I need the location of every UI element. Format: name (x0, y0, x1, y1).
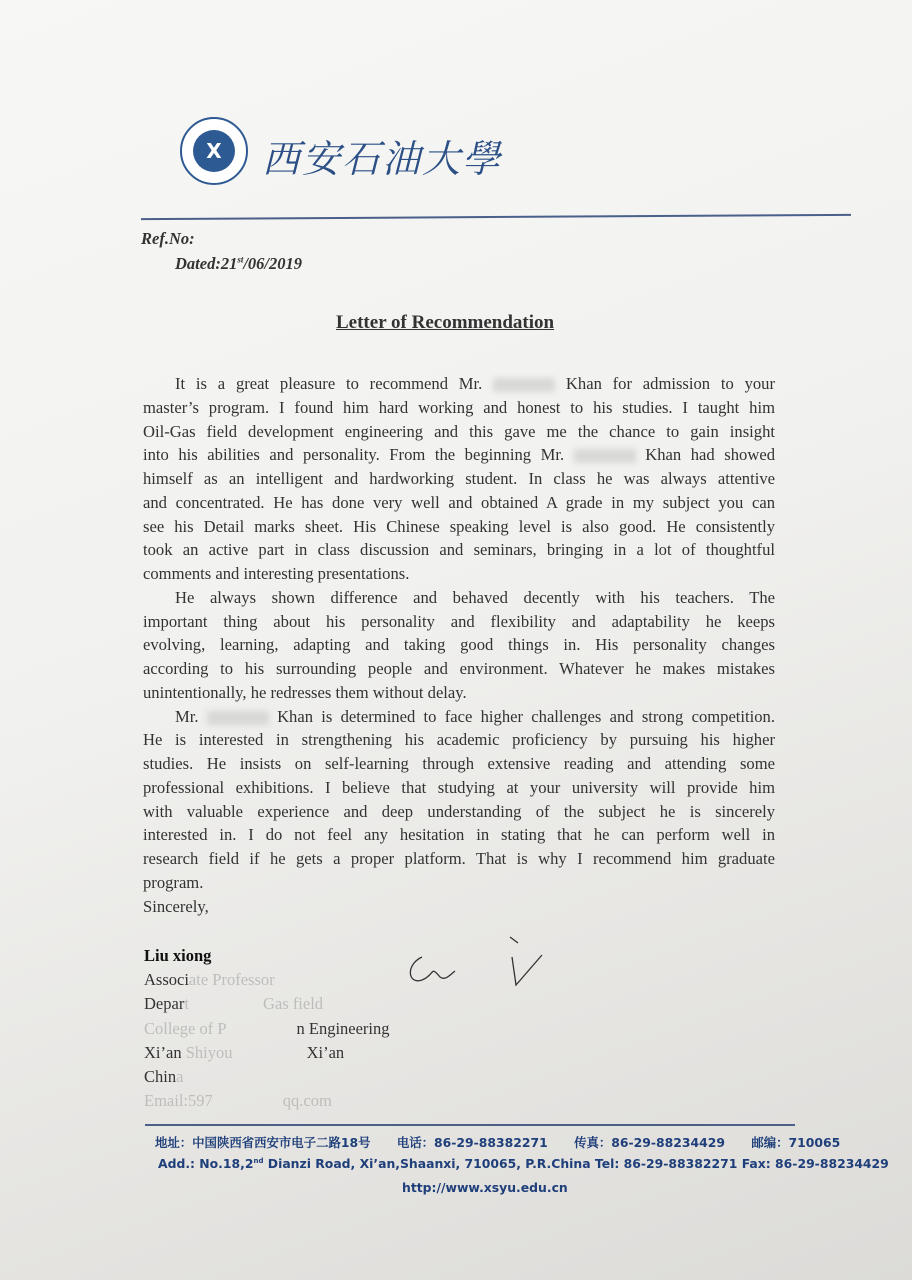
signature-text: Shiyou (185, 1042, 233, 1062)
body-line (143, 586, 775, 610)
body-line (143, 467, 775, 491)
body-line (143, 633, 775, 657)
body-line (143, 776, 775, 800)
body-line (143, 871, 775, 895)
cn-address: 中国陕西省西安市电子二路18号 (192, 1135, 371, 1150)
body-text: comments and interesting presentations. (143, 564, 410, 583)
body-text: research field if he gets a proper platform. That is why I recommend him graduate (143, 849, 775, 868)
body-line (143, 705, 775, 729)
cn-zip-label: 邮编： (751, 1135, 789, 1150)
university-logo (180, 117, 248, 185)
cn-fax: 86-29-88234429 (611, 1135, 725, 1150)
footer-rule (145, 1124, 795, 1126)
signature-block (144, 944, 390, 1113)
university-name: 西安石油大學 (262, 137, 503, 181)
body-line (143, 396, 775, 420)
date-rest: /06/2019 (243, 254, 303, 273)
cn-fax-label: 传真： (574, 1135, 612, 1150)
body-text: He always shown difference and behaved decently with his teachers. The (175, 587, 775, 607)
date-day: Dated:21 (175, 254, 238, 273)
signature-text: a (176, 1067, 184, 1087)
body-line (143, 538, 775, 562)
cn-address-label: 地址： (155, 1135, 193, 1150)
signature-text: Chin (144, 1067, 177, 1087)
signature-text: Gas field (258, 994, 324, 1014)
body-text: Khan for admission to your (555, 374, 776, 393)
body-line (143, 610, 775, 634)
body-text: He is interested in strengthening his academic proficiency by pursuing his higher (143, 730, 775, 750)
body-text: studies. He insists on self-learning through extensive reading and attending some (143, 754, 775, 773)
body-text: according to his surrounding people and environment. Whatever he makes mistakes (143, 659, 775, 678)
signer-name: Liu xiong (144, 946, 212, 965)
cn-tel: 86-29-88382271 (434, 1135, 548, 1150)
signature-text: Xi’an (302, 1042, 345, 1062)
signature-text: qq.com (282, 1091, 332, 1111)
header-rule (141, 214, 851, 220)
body-line (143, 657, 775, 681)
body-text: Khan had showed (635, 445, 775, 465)
body-text: himself as an intelligent and hardworking student. In class he was always attentive (143, 469, 775, 488)
redacted-name (574, 449, 636, 463)
body-line (143, 562, 775, 586)
body-text: It is a great pleasure to recommend Mr. (175, 374, 494, 393)
footer-cn (155, 1133, 840, 1151)
body-text: into his abilities and personality. From the beginning Mr. (143, 445, 574, 465)
signature-text: t (184, 994, 189, 1014)
signature-line (144, 1017, 390, 1041)
signature-text: College o (144, 1018, 208, 1038)
body-line (143, 823, 775, 847)
body-line (143, 372, 775, 396)
cn-tel-label: 电话： (396, 1135, 434, 1150)
ref-no: Ref.No: (141, 229, 195, 248)
body-line (143, 515, 775, 539)
body-text: important thing about his personality and flexibility and adaptability he keeps (143, 611, 775, 631)
signature-line (144, 992, 390, 1016)
body-line (143, 895, 775, 919)
body-text: took an active part in class discussion and seminars, bringing in a lot of thoughtful (143, 540, 775, 560)
en-sup: nd (253, 1156, 264, 1165)
footer-en (158, 1156, 889, 1171)
signature-line (144, 1089, 390, 1113)
body-line (143, 752, 775, 776)
body-text: Mr. (175, 706, 207, 726)
signature-line (144, 1041, 390, 1065)
body-text: professional exhibitions. I believe that studying at your university will provide him (143, 777, 775, 797)
en-address-rest: Dianzi Road, Xi’an,Shaanxi, 710065, P.R.China Tel: 86-29-88382271 Fax: 86-29-88234429 (263, 1156, 889, 1171)
body-text: program. (143, 872, 204, 892)
footer-url[interactable]: http://www.xsyu.edu.cn (402, 1180, 568, 1195)
signature-text: Associ (144, 970, 189, 990)
signature-line (144, 1065, 390, 1089)
body-text: interested in. I do not feel any hesitation in stating that he can perform well in (143, 825, 775, 845)
body-line (143, 847, 775, 871)
body-text: evolving, learning, adapting and taking good things in. His personality changes (143, 635, 775, 655)
body-text: with valuable experience and deep understanding of the subject he is sincerely (143, 801, 775, 821)
body-line (143, 443, 775, 467)
signature-text: f P (207, 1018, 227, 1038)
signature-text: Depar (144, 994, 185, 1014)
body-text: Khan is determined to face higher challenges and strong competition. (268, 706, 775, 726)
redacted-name (207, 711, 269, 725)
body-line (143, 800, 775, 824)
date-suffix: st (237, 254, 244, 265)
body-line (143, 728, 775, 752)
signature-text: Xi’an (144, 1042, 186, 1062)
letter-title: Letter of Recommendation (336, 312, 555, 333)
signature-text: Email:597 (144, 1091, 213, 1111)
letter-body (143, 372, 775, 918)
logo-emblem: X (193, 130, 235, 172)
body-text: Oil-Gas field development engineering and this gave me the chance to gain insight (143, 421, 775, 441)
signature-line (144, 968, 390, 992)
body-text: and concentrated. He has done very well and obtained A grade in my subject you can (143, 492, 775, 512)
body-text: Sincerely, (143, 896, 209, 916)
signature-text: n Engineering (296, 1018, 390, 1038)
date (175, 254, 302, 274)
redacted-name (493, 378, 555, 392)
cn-zip: 710065 (788, 1135, 841, 1150)
en-address: Add.: No.18,2 (158, 1156, 254, 1171)
signature-text: ate Professor (188, 970, 275, 990)
handwritten-signature (400, 935, 560, 995)
body-text: see his Detail marks sheet. His Chinese speaking level is also good. He consistently (143, 516, 775, 536)
body-line (143, 420, 775, 444)
body-line (143, 681, 775, 705)
body-line (143, 491, 775, 515)
body-text: unintentionally, he redresses them without delay. (143, 682, 467, 702)
body-text: master’s program. I found him hard working and honest to his studies. I taught him (143, 397, 775, 417)
